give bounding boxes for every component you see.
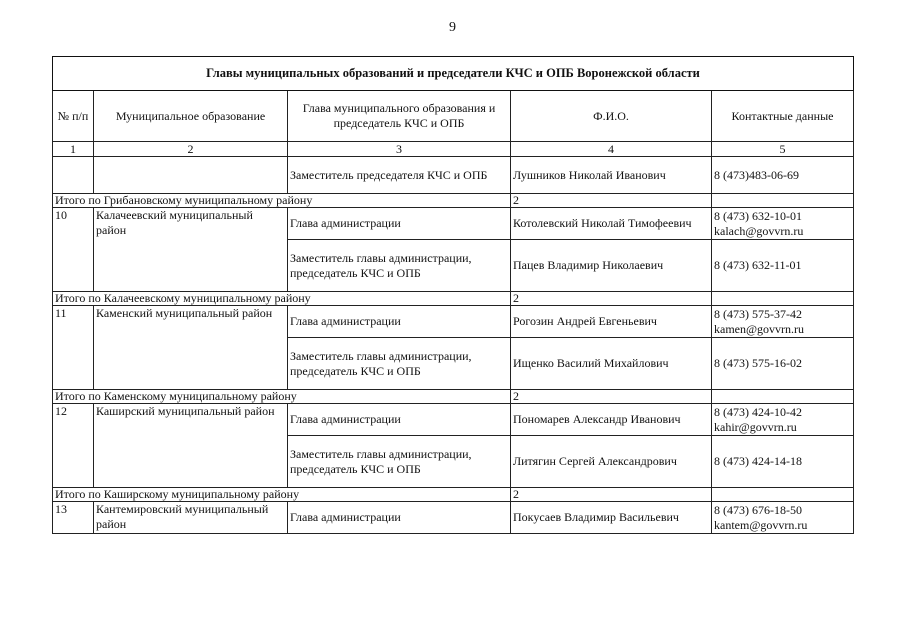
total-row xyxy=(53,292,854,306)
phone: 8 (473) 632-11-01 xyxy=(714,258,802,272)
email: kalach@govvrn.ru xyxy=(714,223,804,238)
name-cell: Рогозин Андрей Евгеньевич xyxy=(511,306,712,338)
column-number: 5 xyxy=(712,142,854,157)
column-numbers-row xyxy=(53,142,854,157)
total-value: 2 xyxy=(511,488,712,502)
phone: 8 (473)483-06-69 xyxy=(714,167,799,182)
contacts-cell xyxy=(712,306,854,338)
total-value: 2 xyxy=(511,194,712,208)
name-cell: Литягин Сергей Александрович xyxy=(511,436,712,488)
num-cell: 11 xyxy=(53,306,94,390)
name-cell: Котолевский Николай Тимофеевич xyxy=(511,208,712,240)
total-label: Итого по Каменскому муниципальному району xyxy=(53,390,511,404)
name-cell: Пацев Владимир Николаевич xyxy=(511,240,712,292)
page-number: 9 xyxy=(449,20,456,35)
column-number: 2 xyxy=(94,142,288,157)
header-municipality: Муниципальное образование xyxy=(94,91,288,142)
total-value: 2 xyxy=(511,292,712,306)
contacts-cell xyxy=(712,157,854,194)
position-cell: Заместитель председателя КЧС и ОПБ xyxy=(288,157,511,194)
total-empty xyxy=(712,292,854,306)
table-row xyxy=(53,157,854,194)
officials-table xyxy=(52,56,854,534)
municipality-cell xyxy=(94,157,288,194)
total-empty xyxy=(712,194,854,208)
header-num: № п/п xyxy=(53,91,94,142)
table-row xyxy=(53,208,854,240)
total-label: Итого по Каширскому муниципальному району xyxy=(53,488,511,502)
name-cell: Лушников Николай Иванович xyxy=(511,157,712,194)
table-row xyxy=(53,502,854,534)
num-cell: 10 xyxy=(53,208,94,292)
email: kahir@govvrn.ru xyxy=(714,419,797,434)
contacts-cell xyxy=(712,208,854,240)
contacts-cell xyxy=(712,338,854,390)
phone: 8 (473) 575-16-02 xyxy=(714,356,802,370)
name-cell: Ищенко Василий Михайлович xyxy=(511,338,712,390)
table-row xyxy=(53,404,854,436)
email: kamen@govvrn.ru xyxy=(714,321,805,336)
phone: 8 (473) 424-10-42 xyxy=(714,404,802,419)
phone: 8 (473) 575-37-42 xyxy=(714,306,802,321)
column-number: 4 xyxy=(511,142,712,157)
total-label: Итого по Грибановскому муниципальному району xyxy=(53,194,511,208)
num-cell: 13 xyxy=(53,502,94,534)
contacts-cell xyxy=(712,502,854,534)
municipality-cell: Калачеевский муниципальный район xyxy=(94,208,288,292)
position-cell: Глава администрации xyxy=(288,502,511,534)
header-position: Глава муниципального образования и председатель КЧС и ОПБ xyxy=(288,91,511,142)
num-cell: 12 xyxy=(53,404,94,488)
name-cell: Пономарев Александр Иванович xyxy=(511,404,712,436)
table-row xyxy=(53,306,854,338)
phone: 8 (473) 632-10-01 xyxy=(714,208,802,223)
table-title: Главы муниципальных образований и председатели КЧС и ОПБ Воронежской области xyxy=(53,57,854,91)
total-row xyxy=(53,390,854,404)
table-title-row xyxy=(53,57,854,91)
municipality-cell: Каменский муниципальный район xyxy=(94,306,288,390)
position-cell: Заместитель главы администрации, председатель КЧС и ОПБ xyxy=(288,436,511,488)
total-row xyxy=(53,488,854,502)
contacts-cell xyxy=(712,436,854,488)
municipality-cell: Каширский муниципальный район xyxy=(94,404,288,488)
column-number: 1 xyxy=(53,142,94,157)
position-cell: Глава администрации xyxy=(288,208,511,240)
phone: 8 (473) 424-14-18 xyxy=(714,454,802,468)
phone: 8 (473) 676-18-50 xyxy=(714,502,802,517)
total-value: 2 xyxy=(511,390,712,404)
header-row xyxy=(53,91,854,142)
position-cell: Глава администрации xyxy=(288,306,511,338)
total-label: Итого по Калачеевскому муниципальному району xyxy=(53,292,511,306)
total-empty xyxy=(712,390,854,404)
position-cell: Заместитель главы администрации, председатель КЧС и ОПБ xyxy=(288,240,511,292)
header-contacts: Контактные данные xyxy=(712,91,854,142)
name-cell: Покусаев Владимир Васильевич xyxy=(511,502,712,534)
total-empty xyxy=(712,488,854,502)
contacts-cell xyxy=(712,240,854,292)
email: kantem@govvrn.ru xyxy=(714,517,808,532)
position-cell: Заместитель главы администрации, председатель КЧС и ОПБ xyxy=(288,338,511,390)
header-name: Ф.И.О. xyxy=(511,91,712,142)
contacts-cell xyxy=(712,404,854,436)
municipality-cell: Кантемировский муниципальный район xyxy=(94,502,288,534)
total-row xyxy=(53,194,854,208)
num-cell xyxy=(53,157,94,194)
column-number: 3 xyxy=(288,142,511,157)
position-cell: Глава администрации xyxy=(288,404,511,436)
